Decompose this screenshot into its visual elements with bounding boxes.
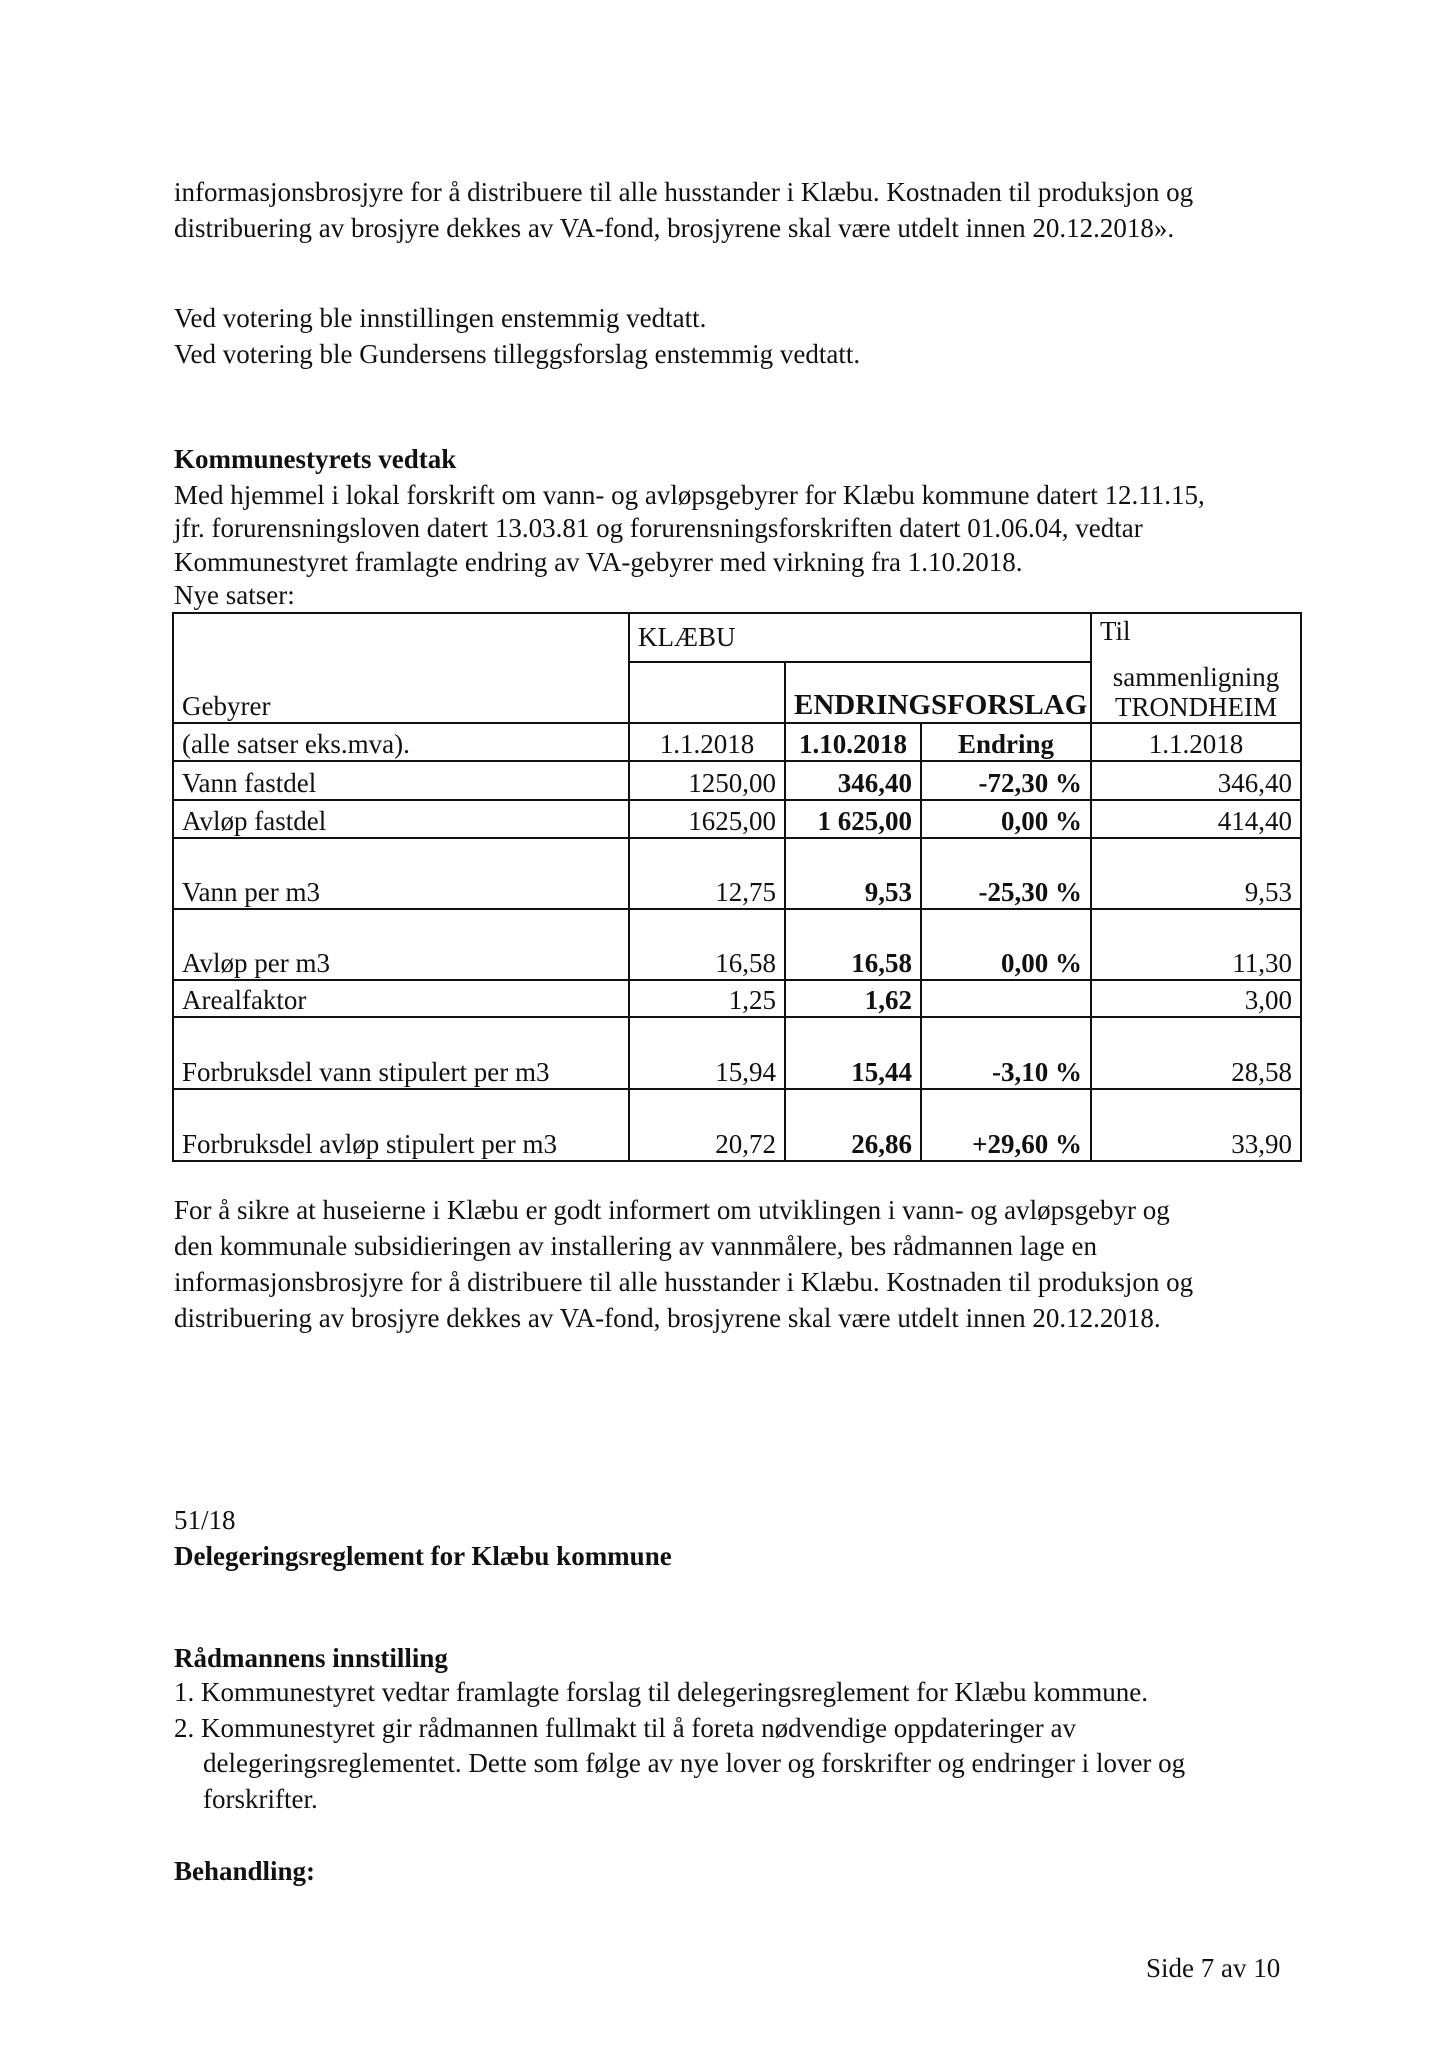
row-proposed: 1,62 — [785, 980, 921, 1017]
recommendation-item-2-end: forskrifter. — [203, 1784, 318, 1814]
table-row — [173, 800, 1301, 838]
case-number: 51/18 — [174, 1505, 236, 1535]
row-current: 16,58 — [629, 909, 785, 980]
header-klaebu: KLÆBU — [629, 613, 1091, 662]
decision-line-1: Med hjemmel i lokal forskrift om vann- og avløpsgebyrer for Klæbu kommune datert 12.11.15, — [174, 480, 1205, 510]
recommendation-item-2: 2. Kommunestyret gir rådmannen fullmakt til å foreta nødvendige oppdateringer av — [174, 1713, 1076, 1743]
row-proposed: 1 625,00 — [785, 800, 921, 838]
row-proposed: 26,86 — [785, 1089, 921, 1161]
page-number: Side 7 av 10 — [1146, 1953, 1281, 1983]
row-proposed: 16,58 — [785, 909, 921, 980]
table-row — [173, 1089, 1301, 1161]
info-line-2: den kommunale subsidieringen av installering av vannmålere, bes rådmannen lage en — [174, 1231, 1097, 1261]
row-change: 0,00 % — [921, 800, 1091, 838]
row-name: Avløp fastdel — [173, 800, 629, 838]
recommendation-item-1: 1. Kommunestyret vedtar framlagte forslag til delegeringsreglement for Klæbu kommune. — [174, 1677, 1148, 1707]
header-blank — [173, 613, 629, 662]
row-change: +29,60 % — [921, 1089, 1091, 1161]
header-alle-satser: (alle satser eks.mva). — [173, 723, 629, 761]
table-row — [173, 909, 1301, 980]
row-change: -25,30 % — [921, 838, 1091, 909]
vote-line-1: Ved votering ble innstillingen enstemmig vedtatt. — [174, 303, 707, 333]
table-row — [173, 838, 1301, 909]
row-change: -3,10 % — [921, 1017, 1091, 1089]
row-change: -72,30 % — [921, 761, 1091, 800]
table-row — [173, 980, 1301, 1017]
row-current: 1250,00 — [629, 761, 785, 800]
row-proposed: 346,40 — [785, 761, 921, 800]
row-change — [921, 980, 1091, 1017]
table-row — [173, 1017, 1301, 1089]
case-title: Delegeringsreglement for Klæbu kommune — [174, 1541, 672, 1571]
row-name: Forbruksdel vann stipulert per m3 — [173, 1017, 629, 1089]
row-trondheim: 3,00 — [1091, 980, 1301, 1017]
row-change: 0,00 % — [921, 909, 1091, 980]
col-current: 1.1.2018 — [629, 723, 785, 761]
header-empty-current — [629, 662, 785, 723]
decision-heading: Kommunestyrets vedtak — [174, 444, 457, 474]
table-row — [173, 761, 1301, 800]
row-current: 12,75 — [629, 838, 785, 909]
decision-line-3: Kommunestyret framlagte endring av VA-gebyrer med virkning fra 1.10.2018. — [174, 547, 1023, 577]
decision-line-4: Nye satser: — [174, 580, 295, 610]
row-name: Arealfaktor — [173, 980, 629, 1017]
row-proposed: 9,53 — [785, 838, 921, 909]
row-proposed: 15,44 — [785, 1017, 921, 1089]
row-trondheim: 11,30 — [1091, 909, 1301, 980]
col-proposed: 1.10.2018 — [785, 723, 921, 761]
header-trondheim — [1091, 662, 1301, 723]
intro-line-1: informasjonsbrosjyre for å distribuere til alle husstander i Klæbu. Kostnaden til produksjon og — [174, 177, 1194, 207]
row-name: Forbruksdel avløp stipulert per m3 — [173, 1089, 629, 1161]
row-trondheim: 28,58 — [1091, 1017, 1301, 1089]
treatment-heading: Behandling: — [174, 1856, 316, 1886]
col-trondheim: 1.1.2018 — [1091, 723, 1301, 761]
fee-table — [172, 612, 1302, 1162]
row-current: 15,94 — [629, 1017, 785, 1089]
header-trondheim-label: TRONDHEIM — [1115, 692, 1278, 722]
row-current: 20,72 — [629, 1089, 785, 1161]
row-trondheim: 346,40 — [1091, 761, 1301, 800]
recommendation-heading: Rådmannens innstilling — [174, 1643, 448, 1673]
row-trondheim: 414,40 — [1091, 800, 1301, 838]
row-current: 1625,00 — [629, 800, 785, 838]
row-name: Vann fastdel — [173, 761, 629, 800]
row-name: Avløp per m3 — [173, 909, 629, 980]
decision-line-2: jfr. forurensningsloven datert 13.03.81 og forurensningsforskriften datert 01.06.04, vedtar — [174, 513, 1143, 543]
header-gebyrer: Gebyrer — [173, 662, 629, 723]
header-endringsforslag: ENDRINGSFORSLAG — [785, 662, 1091, 723]
header-til: Til — [1091, 613, 1301, 662]
col-change: Endring — [921, 723, 1091, 761]
info-line-1: For å sikre at huseierne i Klæbu er godt informert om utviklingen i vann- og avløpsgebyr og — [174, 1195, 1170, 1225]
info-line-4: distribuering av brosjyre dekkes av VA-fond, brosjyrene skal være utdelt innen 20.12.2018. — [174, 1303, 1161, 1333]
vote-line-2: Ved votering ble Gundersens tilleggsforslag enstemmig vedtatt. — [174, 339, 861, 369]
info-line-3: informasjonsbrosjyre for å distribuere til alle husstander i Klæbu. Kostnaden til produksjon og — [174, 1267, 1194, 1297]
intro-line-2: distribuering av brosjyre dekkes av VA-fond, brosjyrene skal være utdelt innen 20.12.2018». — [174, 213, 1175, 243]
row-name: Vann per m3 — [173, 838, 629, 909]
row-trondheim: 33,90 — [1091, 1089, 1301, 1161]
row-current: 1,25 — [629, 980, 785, 1017]
recommendation-item-2-cont: delegeringsreglementet. Dette som følge av nye lover og forskrifter og endringer i lover og — [203, 1748, 1186, 1778]
row-trondheim: 9,53 — [1091, 838, 1301, 909]
header-sammenligning: sammenligning — [1112, 662, 1280, 692]
